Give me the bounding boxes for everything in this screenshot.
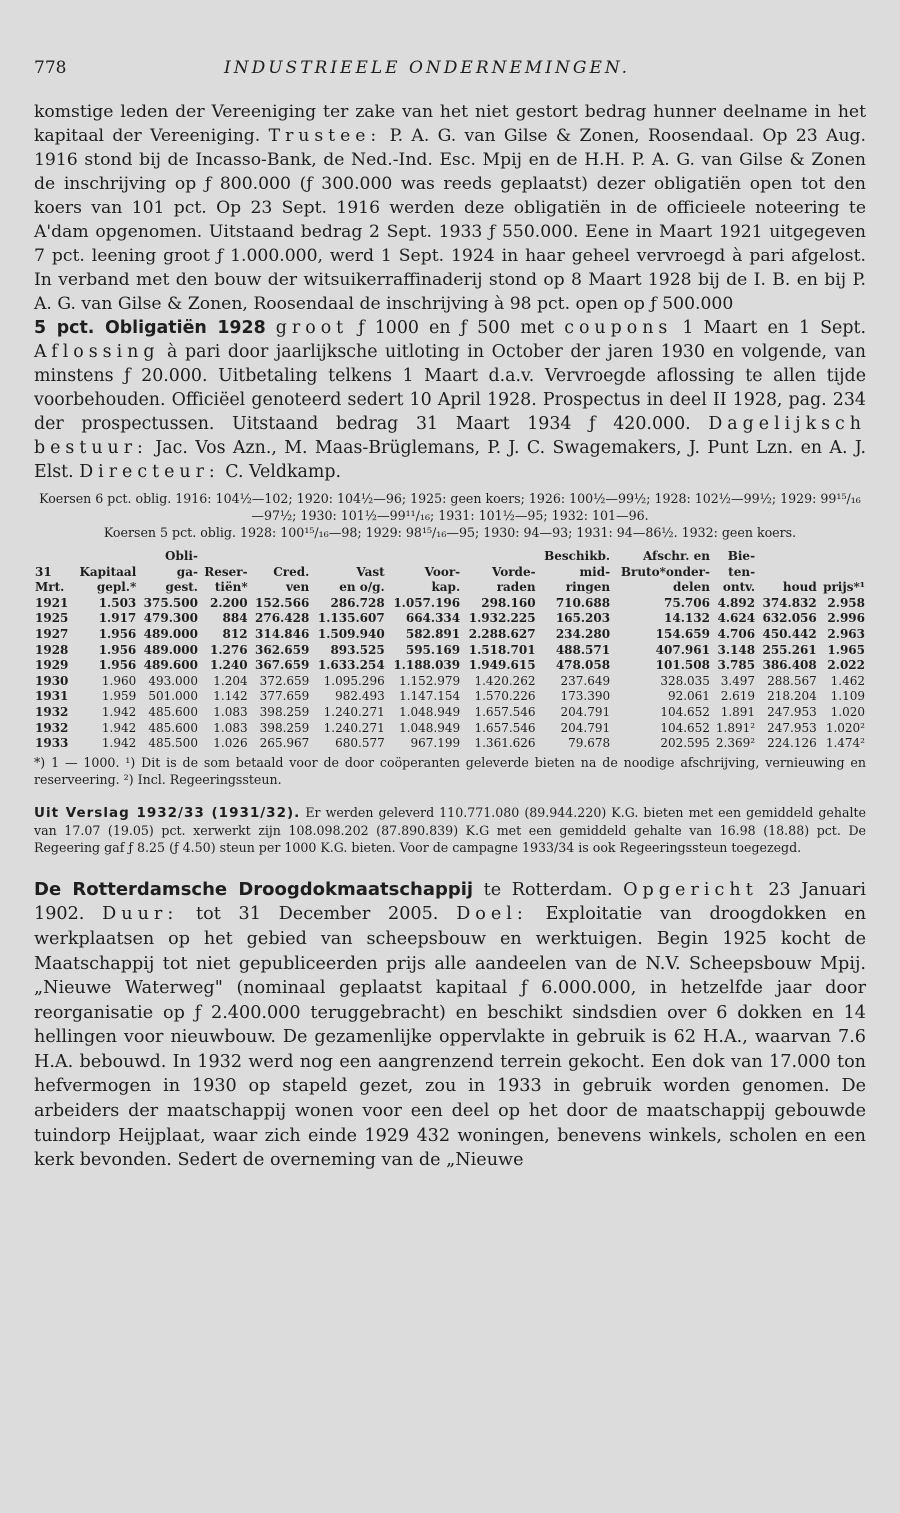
table-header-cell: [199, 549, 249, 565]
table-cell: 1928: [35, 642, 69, 657]
page-number: 778: [34, 58, 67, 78]
table-cell: 1.959: [101, 689, 137, 704]
table-cell: 1.240: [210, 658, 248, 673]
table-cell: 2.200: [210, 595, 248, 610]
table-cell: 1.518.701: [468, 642, 536, 657]
table-header-cell: [461, 549, 536, 565]
table-cell: 314.846: [255, 626, 310, 641]
table-header-cell: mid-: [579, 564, 611, 579]
table-cell: 710.688: [555, 595, 611, 610]
table-header-cell: Voor-: [424, 564, 461, 579]
rdm-d: Exploitatie van droogdokken en werkplaatsen op het gebied van scheepsbouw en werktuigen. Begin 1925 kocht de Maatschappij tot niet gepubliceerden prijs alle aandeelen van de N.V. Scheepsbouw Mpij. „Nieuwe Waterweg" (nominaal geplaatst kapitaal ƒ 6.000.000, in hetzelfde jaar door reorganisatie op ƒ 2.400.000 teruggebracht) en beschikt sindsdien over 6 dokken en 14 hellingen voor nieuwbouw. De gezamenlijke oppervlakte in gebruik is 62 H.A., waarvan 7.6 H.A. bebouwd. In 1932 werd nog een aangrenzend terrein gekocht. Een dok van 17.000 ton hefvermogen in 1930 op stapeld gezet, zou in 1933 in gebruik worden genomen. De arbeiders der maatschappij wonen voor een deel op het door de maatschappij gebouwde tuindorp Heijplaat, waar zich einde 1929 432 woningen, benevens winkels, scholen en een kerk bevonden. Sedert de overneming van de „Nieuwe: [34, 904, 867, 1171]
table-cell: 1.020²: [825, 720, 865, 735]
table-header-cell: Bruto*onder-: [620, 564, 710, 579]
trustee-label: Trustee:: [268, 126, 382, 146]
table-cell: 288.567: [767, 673, 817, 688]
dagelijksch-label: Dagelijksch bestuur:: [34, 414, 866, 458]
table-header-cell: ga-: [176, 564, 198, 579]
table-cell: 1.276: [210, 642, 248, 657]
table-cell: 79.678: [568, 736, 611, 751]
table-row: [34, 643, 866, 659]
table-cell: 1.891: [720, 704, 756, 719]
table-cell: 4.624: [717, 611, 756, 626]
table-cell: 1.942: [101, 720, 137, 735]
table-cell: 1.462: [830, 673, 865, 688]
groot-label: groot: [275, 318, 349, 338]
table-header-cell: [756, 565, 818, 581]
table-cell: 298.160: [481, 595, 536, 610]
table-cell: 1.891²: [715, 720, 756, 735]
table-cell: 1.503: [98, 595, 137, 610]
table-header-cell: kap.: [431, 580, 461, 595]
para2-e: C. Veldkamp.: [225, 462, 342, 482]
table-footnote: *) 1 — 1000. ¹) Dit is de som betaald voor de door coöperanten geleverde bieten na de noodige afschrijving, vernieuwing en reserveering. ²) Incl. Regeeringssteun.: [34, 754, 866, 787]
table-header-cell: ven: [285, 580, 310, 595]
table-cell: 1.570.226: [474, 689, 536, 704]
duur-label: Duur:: [102, 904, 179, 925]
table-cell: 1.152.979: [399, 673, 461, 688]
table-cell: 1.020: [830, 704, 865, 719]
table-cell: 1.509.940: [317, 626, 385, 641]
table-cell: 4.892: [717, 595, 756, 610]
table-header-cell: 31: [35, 564, 52, 579]
table-cell: 1.474²: [825, 736, 865, 751]
table-cell: 1.026: [213, 736, 248, 751]
table-cell: 265.967: [259, 736, 310, 751]
table-cell: 1.188.039: [393, 658, 461, 673]
table-cell: 1932: [35, 704, 69, 719]
table-cell: 1.361.626: [474, 736, 536, 751]
table-cell: 884: [222, 611, 248, 626]
table-cell: 595.169: [405, 642, 461, 657]
table-cell: 1.095.296: [323, 673, 385, 688]
table-cell: 489.600: [143, 658, 198, 673]
table-row: [34, 596, 866, 612]
table-cell: 247.953: [767, 704, 817, 719]
table-cell: 1.142: [213, 689, 248, 704]
table-header-cell: delen: [672, 580, 710, 595]
table-header-cell: gest.: [165, 580, 198, 595]
table-cell: 173.390: [560, 689, 611, 704]
doel-label: Doel:: [456, 904, 528, 925]
table-cell: 234.280: [555, 626, 611, 641]
table-header-cell: Obli-: [165, 549, 198, 563]
table-header-cell: [73, 549, 137, 565]
page-header: [34, 58, 866, 78]
table-header-cell: Kapitaal: [79, 564, 137, 579]
table-cell: 2.619: [720, 689, 756, 704]
financial-table: [34, 549, 866, 752]
table-cell: 1.204: [213, 673, 248, 688]
table-header-row: [34, 565, 866, 581]
table-cell: 1.917: [98, 611, 137, 626]
verslag-text: Er werden geleverd 110.771.080 (89.944.220) K.G. bieten met een gemiddeld gehalte van 17.07 (19.05) pct. xerwerkt zijn 108.098.202 (87.890.839) K.G met een gemiddeld gehalte van 16.98 (18.88) pct. De Regeering gaf ƒ 8.25 (ƒ 4.50) steun per 1000 K.G. bieten. Voor de campagne 1933/34 is ook Regeeringssteun toegezegd.: [34, 804, 866, 855]
table-cell: 328.035: [660, 673, 710, 688]
table-header-cell: Cred.: [273, 564, 310, 579]
table-header-cell: prijs*¹: [823, 580, 865, 595]
table-cell: 485.600: [148, 704, 198, 719]
coupons-label: coupons: [564, 318, 673, 338]
table-cell: 202.595: [660, 736, 710, 751]
table-cell: 1.657.546: [474, 720, 536, 735]
rdm-paragraph: [34, 878, 866, 1173]
table-cell: 218.204: [767, 689, 817, 704]
table-cell: 450.442: [762, 626, 817, 641]
table-cell: 104.652: [660, 720, 710, 735]
table-cell: 1.960: [101, 673, 137, 688]
table-row: [34, 705, 866, 721]
aflossing-label: Aflossing: [34, 342, 160, 362]
table-header-cell: gepl.*: [96, 580, 137, 595]
table-cell: 485.600: [148, 720, 198, 735]
table-cell: 407.961: [655, 642, 710, 657]
para1-text-b: P. A. G. van Gilse & Zonen, Roosendaal. Op 23 Aug. 1916 stond bij de Incasso-Bank, de Ned.-Ind. Esc. Mpij en de H.H. P. A. G. van Gilse & Zonen de inschrijving op ƒ 800.000 (ƒ 300.000 was reeds geplaatst) dezer obligatiën open tot den koers van 101 pct. Op 23 Sept. 1916 werden deze obligatiën in de officieele noteering te A'dam opgenomen. Uitstaand bedrag 2 Sept. 1933 ƒ 550.000. Eene in Maart 1921 uitgegeven 7 pct. leening groot ƒ 1.000.000, werd 1 Sept. 1924 in haar geheel vervroegd à pari afgelost. In verband met den bouw der witsuikerraffinaderij stond op 8 Maart 1928 bij de I. B. en bij P. A. G. van Gilse & Zonen, Roosendaal de inschrijving à 98 pct. open op ƒ 500.000: [34, 126, 866, 314]
table-cell: 812: [222, 626, 248, 641]
table-cell: 479.300: [143, 611, 198, 626]
table-cell: 2.369²: [715, 736, 756, 751]
table-cell: 1921: [35, 595, 69, 610]
table-header-cell: Vorde-: [492, 564, 536, 579]
table-cell: 478.058: [555, 658, 611, 673]
table-cell: 1932: [35, 720, 69, 735]
table-cell: 247.953: [767, 720, 817, 735]
table-cell: 893.525: [330, 642, 385, 657]
table-header-row: [34, 549, 866, 565]
table-cell: 680.577: [335, 736, 385, 751]
table-header-cell: [249, 549, 311, 565]
table-cell: 4.706: [717, 626, 756, 641]
table-row: [34, 658, 866, 674]
table-cell: 582.891: [405, 626, 461, 641]
table-cell: 488.571: [555, 642, 611, 657]
table-cell: 165.203: [555, 611, 611, 626]
table-row: [34, 627, 866, 643]
table-cell: 1925: [35, 611, 69, 626]
koersen-6pct: Koersen 6 pct. oblig. 1916: 104½—102; 1920: 104½—96; 1925: geen koers; 1926: 100½—99½; 1928: 102½—99½; 1929: 99¹⁵/₁₆—97½; 1930: 101½—99¹¹/₁₆; 1931: 101½—95; 1932: 101—96.: [39, 491, 861, 523]
table-cell: 493.000: [148, 673, 198, 688]
running-title: INDUSTRIEELE ONDERNEMINGEN.: [224, 58, 631, 78]
table-cell: 2.022: [827, 658, 865, 673]
table-cell: 967.199: [410, 736, 461, 751]
table-cell: 204.791: [560, 720, 611, 735]
table-cell: 501.000: [148, 689, 198, 704]
table-header-cell: [818, 565, 866, 581]
table-header-cell: Reser-: [204, 564, 248, 579]
table-cell: 485.500: [148, 736, 198, 751]
table-cell: 367.659: [255, 658, 310, 673]
table-cell: 1.135.607: [317, 611, 385, 626]
table-row: [34, 674, 866, 690]
table-header-cell: ten-: [728, 564, 756, 579]
table-cell: 152.566: [255, 595, 310, 610]
table-cell: 75.706: [664, 595, 710, 610]
table-header-cell: Vast: [356, 564, 385, 579]
table-cell: 237.649: [560, 673, 611, 688]
table-header-cell: en o/g.: [339, 580, 385, 595]
table-header-cell: tiën*: [214, 580, 248, 595]
table-header-cell: Beschikb.: [544, 549, 611, 563]
table-cell: 1.048.949: [399, 720, 461, 735]
table-cell: 1.942: [101, 736, 137, 751]
table-cell: 489.000: [143, 626, 198, 641]
table-row: [34, 689, 866, 705]
paragraph-obligaties: [34, 316, 866, 484]
table-cell: 362.659: [255, 642, 310, 657]
para2-b: 1 Maart en 1 Sept.: [682, 318, 866, 338]
table-cell: 1929: [35, 658, 69, 673]
directeur-label: Directeur:: [79, 462, 220, 482]
table-cell: 664.334: [405, 611, 461, 626]
table-cell: 386.408: [762, 658, 817, 673]
table-cell: 1.956: [98, 658, 137, 673]
table-header-cell: [34, 549, 73, 565]
table-cell: 632.056: [762, 611, 817, 626]
table-header-cell: Afschr. en: [642, 549, 710, 563]
table-cell: 286.728: [330, 595, 385, 610]
table-cell: 1.949.615: [468, 658, 536, 673]
table-cell: 1.633.254: [317, 658, 385, 673]
table-cell: 374.832: [762, 595, 817, 610]
opgericht-label: Opgericht: [623, 879, 758, 900]
paragraph-trustee: [34, 100, 866, 316]
table-cell: 1927: [35, 626, 69, 641]
table-cell: 1.057.196: [393, 595, 461, 610]
table-header-cell: [818, 549, 866, 565]
table-cell: 3.148: [717, 642, 756, 657]
rdm-heading: De Rotterdamsche Droogdokmaatschappij: [34, 878, 474, 900]
table-cell: 2.288.627: [468, 626, 536, 641]
table-row: [34, 721, 866, 737]
table-row: [34, 611, 866, 627]
table-cell: 375.500: [143, 595, 198, 610]
verslag-heading: Uit Verslag 1932/33 (1931/32).: [34, 804, 301, 821]
table-header-cell: raden: [496, 580, 536, 595]
table-cell: 104.652: [660, 704, 710, 719]
table-cell: 92.061: [667, 689, 710, 704]
table-cell: 255.261: [762, 642, 817, 657]
rdm-b: 23 Januari 1902.: [34, 879, 867, 925]
table-cell: 1.956: [98, 642, 137, 657]
table-cell: 1.942: [101, 704, 137, 719]
table-cell: 1.083: [213, 704, 248, 719]
table-cell: 982.493: [335, 689, 385, 704]
table-cell: 2.958: [827, 595, 865, 610]
table-cell: 154.659: [655, 626, 710, 641]
table-header-cell: Bie-: [727, 549, 756, 563]
table-cell: 1.240.271: [323, 704, 385, 719]
para2-c: à pari door jaarlijksche uitloting in October der jaren 1930 en volgende, van minstens ƒ 20.000. Uitbetaling telkens 1 Maart d.a.v. Vervroegde aflossing te allen tijde voorbehouden. Officiëel genoteerd sedert 10 April 1928. Prospectus in deel II 1928, pag. 234 der prospectussen. Uitstaand bedrag 31 Maart 1934 ƒ 420.000.: [34, 342, 866, 434]
table-cell: 224.126: [767, 736, 817, 751]
table-cell: 398.259: [259, 720, 310, 735]
table-header-cell: [310, 549, 385, 565]
table-row: [34, 736, 866, 752]
table-header-cell: ontv.: [722, 580, 756, 595]
table-cell: 489.000: [143, 642, 198, 657]
obligaties-heading: 5 pct. Obligatiën 1928: [34, 318, 266, 338]
para1-text: komstige leden der Vereeniging ter zake van het niet gestort bedrag hunner deelname in het kapitaal der Vereeniging.: [34, 102, 866, 146]
table-cell: 1.083: [213, 720, 248, 735]
table-header-cell: [386, 549, 461, 565]
table-cell: 2.996: [827, 611, 865, 626]
table-cell: 1.240.271: [323, 720, 385, 735]
table-cell: 1.932.225: [468, 611, 536, 626]
table-cell: 1.420.262: [474, 673, 536, 688]
table-cell: 1931: [35, 689, 69, 704]
table-cell: 204.791: [560, 704, 611, 719]
table-cell: 1.109: [830, 689, 865, 704]
table-cell: 3.497: [720, 673, 756, 688]
table-cell: 1.048.949: [399, 704, 461, 719]
table-cell: 1933: [35, 736, 69, 751]
table-cell: 101.508: [655, 658, 710, 673]
table-cell: 377.659: [259, 689, 310, 704]
table-cell: 1.956: [98, 626, 137, 641]
table-cell: 398.259: [259, 704, 310, 719]
table-header-cell: [756, 549, 818, 565]
rdm-a: te Rotterdam.: [483, 879, 613, 900]
para2-d: Jac. Vos Azn., M. Maas-Brüglemans, P. J. C. Swagemakers, J. Punt Lzn. en A. J. Elst.: [34, 438, 866, 482]
table-cell: 2.963: [827, 626, 865, 641]
koersen-5pct: Koersen 5 pct. oblig. 1928: 100¹⁵/₁₆—98; 1929: 98¹⁵/₁₆—95; 1930: 94—93; 1931: 94—86½. 1932: geen koers.: [103, 525, 797, 540]
table-header-cell: houd: [782, 580, 817, 595]
table-cell: 1.965: [827, 642, 865, 657]
table-cell: 1.147.154: [399, 689, 461, 704]
table-cell: 14.132: [664, 611, 710, 626]
rdm-c: tot 31 December 2005.: [196, 904, 439, 925]
table-header-cell: ringen: [565, 580, 611, 595]
table-cell: 276.428: [255, 611, 310, 626]
table-cell: 1930: [35, 673, 69, 688]
table-header-row: [34, 580, 866, 596]
table-cell: 3.785: [717, 658, 756, 673]
table-header-cell: Mrt.: [35, 580, 65, 595]
para2-a: ƒ 1000 en ƒ 500 met: [358, 318, 555, 338]
table-cell: 372.659: [259, 673, 310, 688]
verslag-paragraph: [34, 804, 866, 856]
table-cell: 1.657.546: [474, 704, 536, 719]
